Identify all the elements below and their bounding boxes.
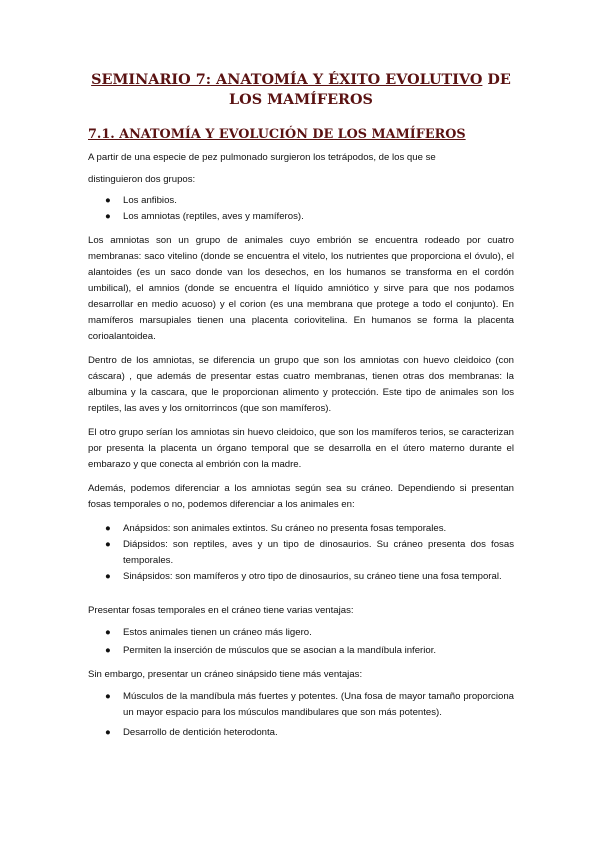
intro-line-2: distinguieron dos grupos: — [88, 174, 196, 185]
paragraph-craneo: Además, podemos diferenciar a los amniotas según sea su cráneo. Dependiendo si presentan fosas temporales o no, podemos diferenciar a los animales en: — [88, 483, 514, 510]
groups-list — [88, 193, 514, 225]
page-title — [88, 70, 514, 110]
paragraph-terios: El otro grupo serían los amniotas sin huevo cleidoico, que son los mamíferos terios, se caracterizan por presenta la placenta un órgano temporal que se desarrolla en el útero materno durante el embarazo y que conecta al embrión con la madre. — [88, 427, 514, 470]
title-rest-part: DE LOS MAMÍFEROS — [229, 71, 511, 108]
advantages-list — [88, 625, 514, 659]
list-item: ● Permiten la inserción de músculos que se asocian a la mandíbula inferior. — [88, 643, 514, 659]
list-item: ● Sinápsidos: son mamíferos y otro tipo de dinosaurios, su cráneo tiene una fosa temporal. — [88, 569, 514, 585]
list-item: ● Los anfibios. — [88, 193, 514, 209]
bullet-icon: ● — [105, 727, 111, 738]
intro-line-1: A partir de una especie de pez pulmonado surgieron los tetrápodos, de los que se — [88, 152, 436, 163]
list-item: ● Diápsidos: son reptiles, aves y un tipo de dinosaurios. Su cráneo presenta dos fosas temporales. — [105, 539, 514, 566]
list-item: ● Los amniotas (reptiles, aves y mamíferos). — [88, 209, 514, 225]
bullet-icon: ● — [105, 211, 111, 222]
skull-types-list — [88, 521, 514, 585]
document-page — [88, 0, 514, 741]
title-bold-part: SEMINARIO 7: ANATOMÍA Y ÉXITO EVOLUTIVO — [91, 71, 483, 88]
list-item: ● Desarrollo de dentición heterodonta. — [88, 725, 514, 741]
list-item: ● Anápsidos: son animales extintos. Su cráneo no presenta fosas temporales. — [88, 521, 514, 537]
bullet-icon: ● — [105, 539, 111, 550]
bullet-icon: ● — [105, 691, 111, 702]
bullet-icon: ● — [105, 645, 111, 656]
bullet-icon: ● — [105, 195, 111, 206]
advantages-intro: Presentar fosas temporales en el cráneo tiene varias ventajas: — [88, 605, 354, 616]
synapsid-list — [88, 689, 514, 741]
synapsid-intro: Sin embargo, presentar un cráneo sinápsido tiene más ventajas: — [88, 669, 363, 680]
bullet-icon: ● — [105, 571, 111, 582]
paragraph-cleidoico: Dentro de los amniotas, se diferencia un grupo que son los amniotas con huevo cleidoico (con cáscara) , que además de presentar estas cuatro membranas, tienen otras dos membranas: la albumina y la cascara, que le proporcionan alimento y protección. Este tipo de animales son los reptiles, las aves y los ornitorrincos (que son mamíferos). — [88, 355, 514, 414]
list-item: ● Músculos de la mandíbula más fuertes y potentes. (Una fosa de mayor tamaño proporciona un mayor espacio para los músculos mandibulares que son más potentes). — [105, 691, 514, 718]
paragraph-amniotas: Los amniotas son un grupo de animales cuyo embrión se encuentra rodeado por cuatro membranas: saco vitelino (donde se encuentra el vitelo, los nutrientes que proporciona el óvulo), el alantoides (es un saco donde van los desechos, en los humanos se transforma en el cordón umbilical), el amnios (donde se encuentra el líquido amniótico y sirve para que nos podamos desarrollar en medio acuoso) y el corion (es una membrana que protege a todo el conjunto). En mamíferos marsupiales tienen una placenta coriovitelina. En humanos se forma la placenta corioalantoidea. — [88, 235, 514, 342]
bullet-icon: ● — [105, 627, 111, 638]
bullet-icon: ● — [105, 523, 111, 534]
section-heading: 7.1. ANATOMÍA Y EVOLUCIÓN DE LOS MAMÍFEROS — [88, 127, 466, 142]
list-item: ● Estos animales tienen un cráneo más ligero. — [88, 625, 514, 641]
